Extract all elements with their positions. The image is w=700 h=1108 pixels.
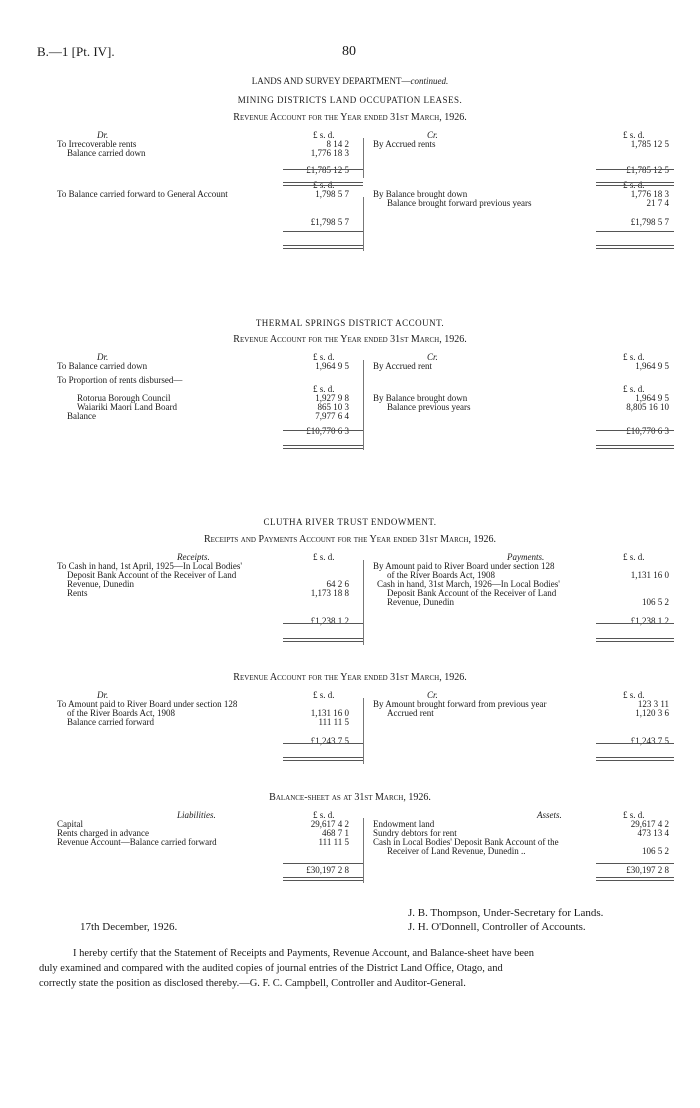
ledger-total: £1,798 5 7 [630, 217, 669, 227]
ledger-label: Cash in Local Bodies' Deposit Bank Account of the [373, 837, 559, 847]
column-divider [363, 698, 364, 764]
ledger-amount: 21 7 4 [646, 198, 669, 208]
ledger-label: of the River Boards Act, 1908 [67, 708, 175, 718]
ledger-label: Balance carried down [67, 148, 146, 158]
lsd-header: £ s. d. [623, 352, 645, 362]
cr-label: Cr. [427, 352, 438, 362]
lsd-header: £ s. d. [313, 810, 335, 820]
double-rule [596, 445, 674, 449]
ledger-label: Balance [67, 411, 96, 421]
rule [596, 169, 674, 170]
ledger-amount: 1,927 9 8 [315, 393, 349, 403]
ledger-label: Rents [67, 588, 88, 598]
mining-account-table [57, 131, 685, 227]
revenue-account-subtitle: Revenue Account for the Year ended 31st March, 1926. [233, 672, 467, 683]
document-reference: B.—1 [Pt. IV]. [37, 44, 115, 59]
ledger-amount: 29,617 4 2 [310, 819, 349, 829]
rule [283, 743, 363, 744]
ledger-amount: 1,964 9 5 [315, 361, 349, 371]
ledger-amount: 1,776 18 3 [310, 148, 349, 158]
ledger-amount: 29,617 4 2 [630, 819, 669, 829]
payments-heading: Payments. [507, 552, 545, 562]
rule [596, 623, 674, 624]
dr-label: Dr. [97, 130, 109, 140]
signature-under-secretary: J. B. Thompson, Under-Secretary for Lands. [408, 907, 604, 919]
lsd-header: £ s. d. [623, 552, 645, 562]
ledger-total: £1,785 12 5 [626, 165, 669, 175]
receipts-heading: Receipts. [177, 552, 210, 562]
clutha-subtitle: Receipts and Payments Account for the Year ended 31st March, 1926. [204, 534, 496, 545]
double-rule [283, 245, 363, 249]
column-divider [363, 138, 364, 178]
rule [283, 623, 363, 624]
lsd-header: £ s. d. [623, 130, 645, 140]
dr-label: Dr. [97, 690, 109, 700]
ledger-amount: 1,964 9 5 [635, 361, 669, 371]
lsd-header: £ s. d. [623, 690, 645, 700]
ledger-label: To Amount paid to River Board under section 128 [57, 699, 238, 709]
signature-controller: J. H. O'Donnell, Controller of Accounts. [408, 921, 586, 933]
cr-label: Cr. [427, 690, 438, 700]
ledger-amount: 7,977 6 4 [315, 411, 349, 421]
ledger-total: £30,197 2 8 [306, 865, 349, 875]
ledger-amount: 468 7 1 [322, 828, 349, 838]
certification-line-2: duly examined and compared with the audited copies of journal entries of the District Land Office, Otago, and [39, 963, 503, 974]
ledger-label: Revenue, Dunedin [387, 597, 454, 607]
ledger-total: £1,243 7 5 [310, 736, 349, 746]
ledger-label: By Amount paid to River Board under section 128 [373, 561, 555, 571]
ledger-total: £1,785 12 5 [306, 165, 349, 175]
ledger-label: To Proportion of rents disbursed— [57, 375, 183, 385]
double-rule [283, 445, 363, 449]
ledger-label: Deposit Bank Account of the Receiver of Land [67, 570, 237, 580]
lsd-header: £ s. d. [313, 352, 335, 362]
ledger-amount: 1,131 16 0 [630, 570, 669, 580]
ledger-label: Balance brought forward previous years [387, 198, 532, 208]
ledger-amount: 8 14 2 [326, 139, 349, 149]
ledger-label: By Balance brought down [373, 393, 468, 403]
ledger-total: £1,798 5 7 [310, 217, 349, 227]
clutha-title: CLUTHA RIVER TRUST ENDOWMENT. [263, 517, 437, 527]
rule [283, 430, 363, 431]
ledger-label: To Balance carried forward to General Account [57, 189, 228, 199]
ledger-total: £1,243 7 5 [630, 736, 669, 746]
ledger-amount: 106 5 2 [642, 846, 669, 856]
ledger-label: By Amount brought forward from previous year [373, 699, 547, 709]
ledger-amount: 1,131 16 0 [310, 708, 349, 718]
ledger-total: £30,197 2 8 [626, 865, 669, 875]
lsd-header: £ s. d. [313, 130, 335, 140]
double-rule [283, 638, 363, 642]
ledger-label: Sundry debtors for rent [373, 828, 457, 838]
double-rule [596, 638, 674, 642]
rule [283, 231, 363, 232]
assets-heading: Assets. [537, 810, 562, 820]
lsd-header: £ s. d. [623, 810, 645, 820]
clutha-receipts-payments-table [57, 553, 685, 626]
ledger-label: Capital [57, 819, 83, 829]
thermal-title: THERMAL SPRINGS DISTRICT ACCOUNT. [255, 318, 445, 328]
ledger-amount: 1,776 18 3 [630, 189, 669, 199]
lsd-header: £ s. d. [313, 552, 335, 562]
mining-subtitle: Revenue Account for the Year ended 31st March, 1926. [233, 112, 467, 123]
ledger-label: Accrued rent [387, 708, 434, 718]
column-divider [363, 197, 364, 251]
double-rule [596, 182, 674, 186]
rule [596, 863, 674, 864]
ledger-amount: 106 5 2 [642, 597, 669, 607]
ledger-label: Receiver of Land Revenue, Dunedin .. [387, 846, 526, 856]
balance-sheet-title: Balance-sheet as at 31st March, 1926. [269, 792, 431, 803]
dr-label: Dr. [97, 352, 109, 362]
column-divider [363, 818, 364, 883]
ledger-total: £1,238 1 2 [310, 616, 349, 626]
ledger-amount: 8,805 16 10 [626, 402, 669, 412]
ledger-amount: 111 11 5 [318, 717, 349, 727]
department-title: LANDS AND SURVEY DEPARTMENT—continued. [251, 76, 449, 86]
lsd-header: £ s. d. [623, 384, 645, 394]
ledger-label: Deposit Bank Account of the Receiver of Land [387, 588, 557, 598]
ledger-amount: 473 13 4 [637, 828, 669, 838]
lsd-header: £ s. d. [623, 180, 645, 190]
ledger-label: By Accrued rent [373, 361, 432, 371]
ledger-label: To Balance carried down [57, 361, 148, 371]
ledger-label: Balance carried forward [67, 717, 154, 727]
ledger-label: Rents charged in advance [57, 828, 150, 838]
liabilities-heading: Liabilities. [177, 810, 216, 820]
lsd-header: £ s. d. [313, 384, 335, 394]
ledger-amount: 865 10 3 [317, 402, 349, 412]
cr-label: Cr. [427, 130, 438, 140]
double-rule [596, 877, 674, 881]
ledger-label: Waiariki Maori Land Board [77, 402, 177, 412]
thermal-account-table [57, 353, 685, 436]
rule [283, 169, 363, 170]
column-divider [363, 560, 364, 645]
double-rule [596, 757, 674, 761]
rule [596, 231, 674, 232]
rule [596, 743, 674, 744]
ledger-amount: 1,798 5 7 [315, 189, 349, 199]
ledger-label: Balance previous years [387, 402, 471, 412]
ledger-total: £10,770 6 3 [306, 426, 349, 436]
double-rule [596, 245, 674, 249]
double-rule [283, 757, 363, 761]
ledger-label: Cash in hand, 31st March, 1926—In Local Bodies' [377, 579, 560, 589]
ledger-label: To Cash in hand, 1st April, 1925—In Local Bodies' [57, 561, 242, 571]
report-date: 17th December, 1926. [80, 921, 178, 933]
ledger-label: Rotorua Borough Council [77, 393, 171, 403]
ledger-total: £1,238 1 2 [630, 616, 669, 626]
ledger-amount: 1,785 12 5 [630, 139, 669, 149]
ledger-label: Endowment land [373, 819, 435, 829]
ledger-amount: 1,120 3 6 [635, 708, 669, 718]
page-number: 80 [342, 44, 356, 59]
ledger-label: By Balance brought down [373, 189, 468, 199]
ledger-label: To Irrecoverable rents [57, 139, 137, 149]
lsd-header: £ s. d. [313, 690, 335, 700]
double-rule [283, 877, 363, 881]
column-divider [363, 360, 364, 450]
ledger-amount: 64 2 6 [326, 579, 349, 589]
ledger-label: Revenue, Dunedin [67, 579, 134, 589]
thermal-subtitle: Revenue Account for the Year ended 31st March, 1926. [233, 334, 467, 345]
mining-title: MINING DISTRICTS LAND OCCUPATION LEASES. [237, 95, 463, 105]
lsd-header: £ s. d. [313, 180, 335, 190]
rule [283, 863, 363, 864]
certification-line-3: correctly state the position as disclosed thereby.—G. F. C. Campbell, Controller and Auditor-General. [39, 978, 466, 989]
ledger-label: of the River Boards Act, 1908 [387, 570, 495, 580]
ledger-label: Revenue Account—Balance carried forward [57, 837, 217, 847]
ledger-label: By Accrued rents [373, 139, 436, 149]
ledger-amount: 1,964 9 5 [635, 393, 669, 403]
certification-line-1: I hereby certify that the Statement of Receipts and Payments, Revenue Account, and Balance-sheet have been [73, 948, 534, 959]
double-rule [283, 182, 363, 186]
ledger-total: £10,770 6 3 [626, 426, 669, 436]
balance-sheet-table [57, 811, 685, 875]
rule [596, 430, 674, 431]
clutha-revenue-table [57, 691, 685, 746]
ledger-amount: 1,173 18 8 [310, 588, 349, 598]
ledger-amount: 111 11 5 [318, 837, 349, 847]
ledger-amount: 123 3 11 [637, 699, 669, 709]
